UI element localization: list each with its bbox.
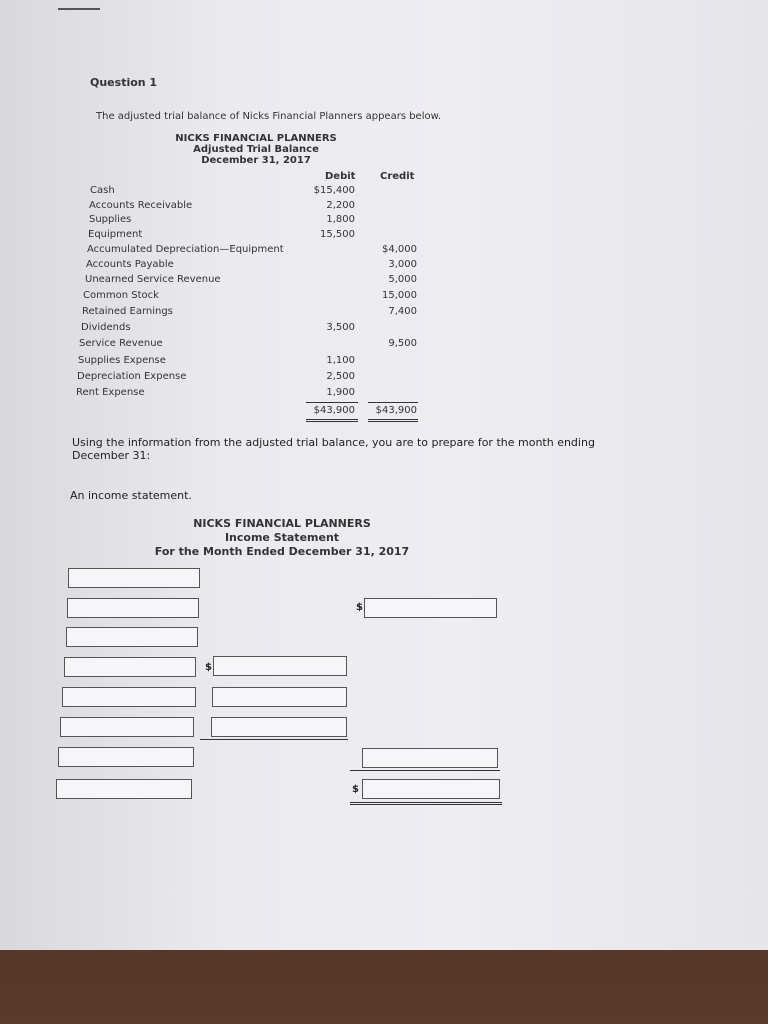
- total-debit: $43,900: [313, 405, 355, 416]
- tb-account: Accounts Payable: [86, 259, 174, 270]
- double-rule: [350, 802, 502, 803]
- tb-account: Retained Earnings: [82, 306, 173, 317]
- account-label-input[interactable]: [58, 747, 194, 767]
- amount-input[interactable]: [213, 656, 347, 676]
- tb-account: Dividends: [81, 322, 131, 333]
- tb-account: Unearned Service Revenue: [85, 274, 221, 285]
- is-period: For the Month Ended December 31, 2017: [154, 545, 410, 558]
- account-label-input[interactable]: [60, 717, 194, 737]
- double-rule: [306, 419, 358, 420]
- account-label-input[interactable]: [62, 687, 196, 707]
- tb-debit: 3,500: [326, 322, 355, 333]
- tb-debit: 1,800: [326, 214, 355, 225]
- pen-mark: [58, 8, 100, 10]
- tb-date: December 31, 2017: [201, 155, 311, 166]
- tb-account: Accounts Receivable: [89, 200, 193, 211]
- net-income-input[interactable]: [362, 779, 500, 799]
- amount-input[interactable]: [212, 687, 347, 707]
- is-title: Income Statement: [224, 531, 340, 544]
- question-title: Question 1: [90, 76, 158, 89]
- amount-input[interactable]: [362, 748, 498, 768]
- tb-credit: 3,000: [388, 259, 417, 270]
- tb-account: Accumulated Depreciation—Equipment: [87, 244, 284, 255]
- tb-credit: $4,000: [382, 244, 417, 255]
- double-rule: [306, 421, 358, 422]
- tb-account: Supplies Expense: [78, 355, 166, 366]
- task-text: An income statement.: [70, 489, 192, 502]
- tb-debit: 2,500: [326, 371, 355, 382]
- tb-account: Common Stock: [83, 290, 159, 301]
- tb-account: Supplies: [89, 214, 132, 225]
- subtotal-rule: [350, 770, 500, 771]
- double-rule: [350, 804, 502, 805]
- currency-symbol: $: [205, 662, 212, 673]
- account-label-input[interactable]: [66, 627, 198, 647]
- instructions-text: Using the information from the adjusted trial balance, you are to prepare for the month ending December 31:: [72, 436, 595, 462]
- tb-company: NICKS FINANCIAL PLANNERS: [175, 133, 337, 144]
- tb-account: Rent Expense: [76, 387, 145, 398]
- account-label-input[interactable]: [56, 779, 192, 799]
- tb-credit: 15,000: [382, 290, 417, 301]
- currency-symbol: $: [352, 784, 359, 795]
- tb-title: Adjusted Trial Balance: [193, 144, 319, 155]
- total-rule: [306, 402, 358, 403]
- total-credit: $43,900: [375, 405, 417, 416]
- account-label-input[interactable]: [64, 657, 196, 677]
- account-label-input[interactable]: [67, 598, 199, 618]
- amount-input[interactable]: [364, 598, 497, 618]
- credit-header: Credit: [380, 171, 415, 182]
- tb-account: Cash: [90, 185, 115, 196]
- tb-account: Depreciation Expense: [77, 371, 187, 382]
- tb-debit: 15,500: [320, 229, 355, 240]
- tb-debit: 1,100: [326, 355, 355, 366]
- intro-text: The adjusted trial balance of Nicks Financial Planners appears below.: [96, 111, 442, 122]
- tb-account: Equipment: [88, 229, 143, 240]
- tb-credit: 9,500: [388, 338, 417, 349]
- tb-credit: 5,000: [388, 274, 417, 285]
- subtotal-rule: [200, 739, 348, 740]
- amount-input[interactable]: [211, 717, 347, 737]
- tb-debit: 1,900: [326, 387, 355, 398]
- double-rule: [368, 421, 418, 422]
- tb-account: Service Revenue: [79, 338, 163, 349]
- currency-symbol: $: [356, 602, 363, 613]
- is-company: NICKS FINANCIAL PLANNERS: [193, 517, 371, 530]
- tb-debit: 2,200: [326, 200, 355, 211]
- tb-debit: $15,400: [313, 185, 355, 196]
- account-label-input[interactable]: [68, 568, 200, 588]
- debit-header: Debit: [325, 171, 356, 182]
- double-rule: [368, 419, 418, 420]
- total-rule: [368, 402, 418, 403]
- tb-credit: 7,400: [388, 306, 417, 317]
